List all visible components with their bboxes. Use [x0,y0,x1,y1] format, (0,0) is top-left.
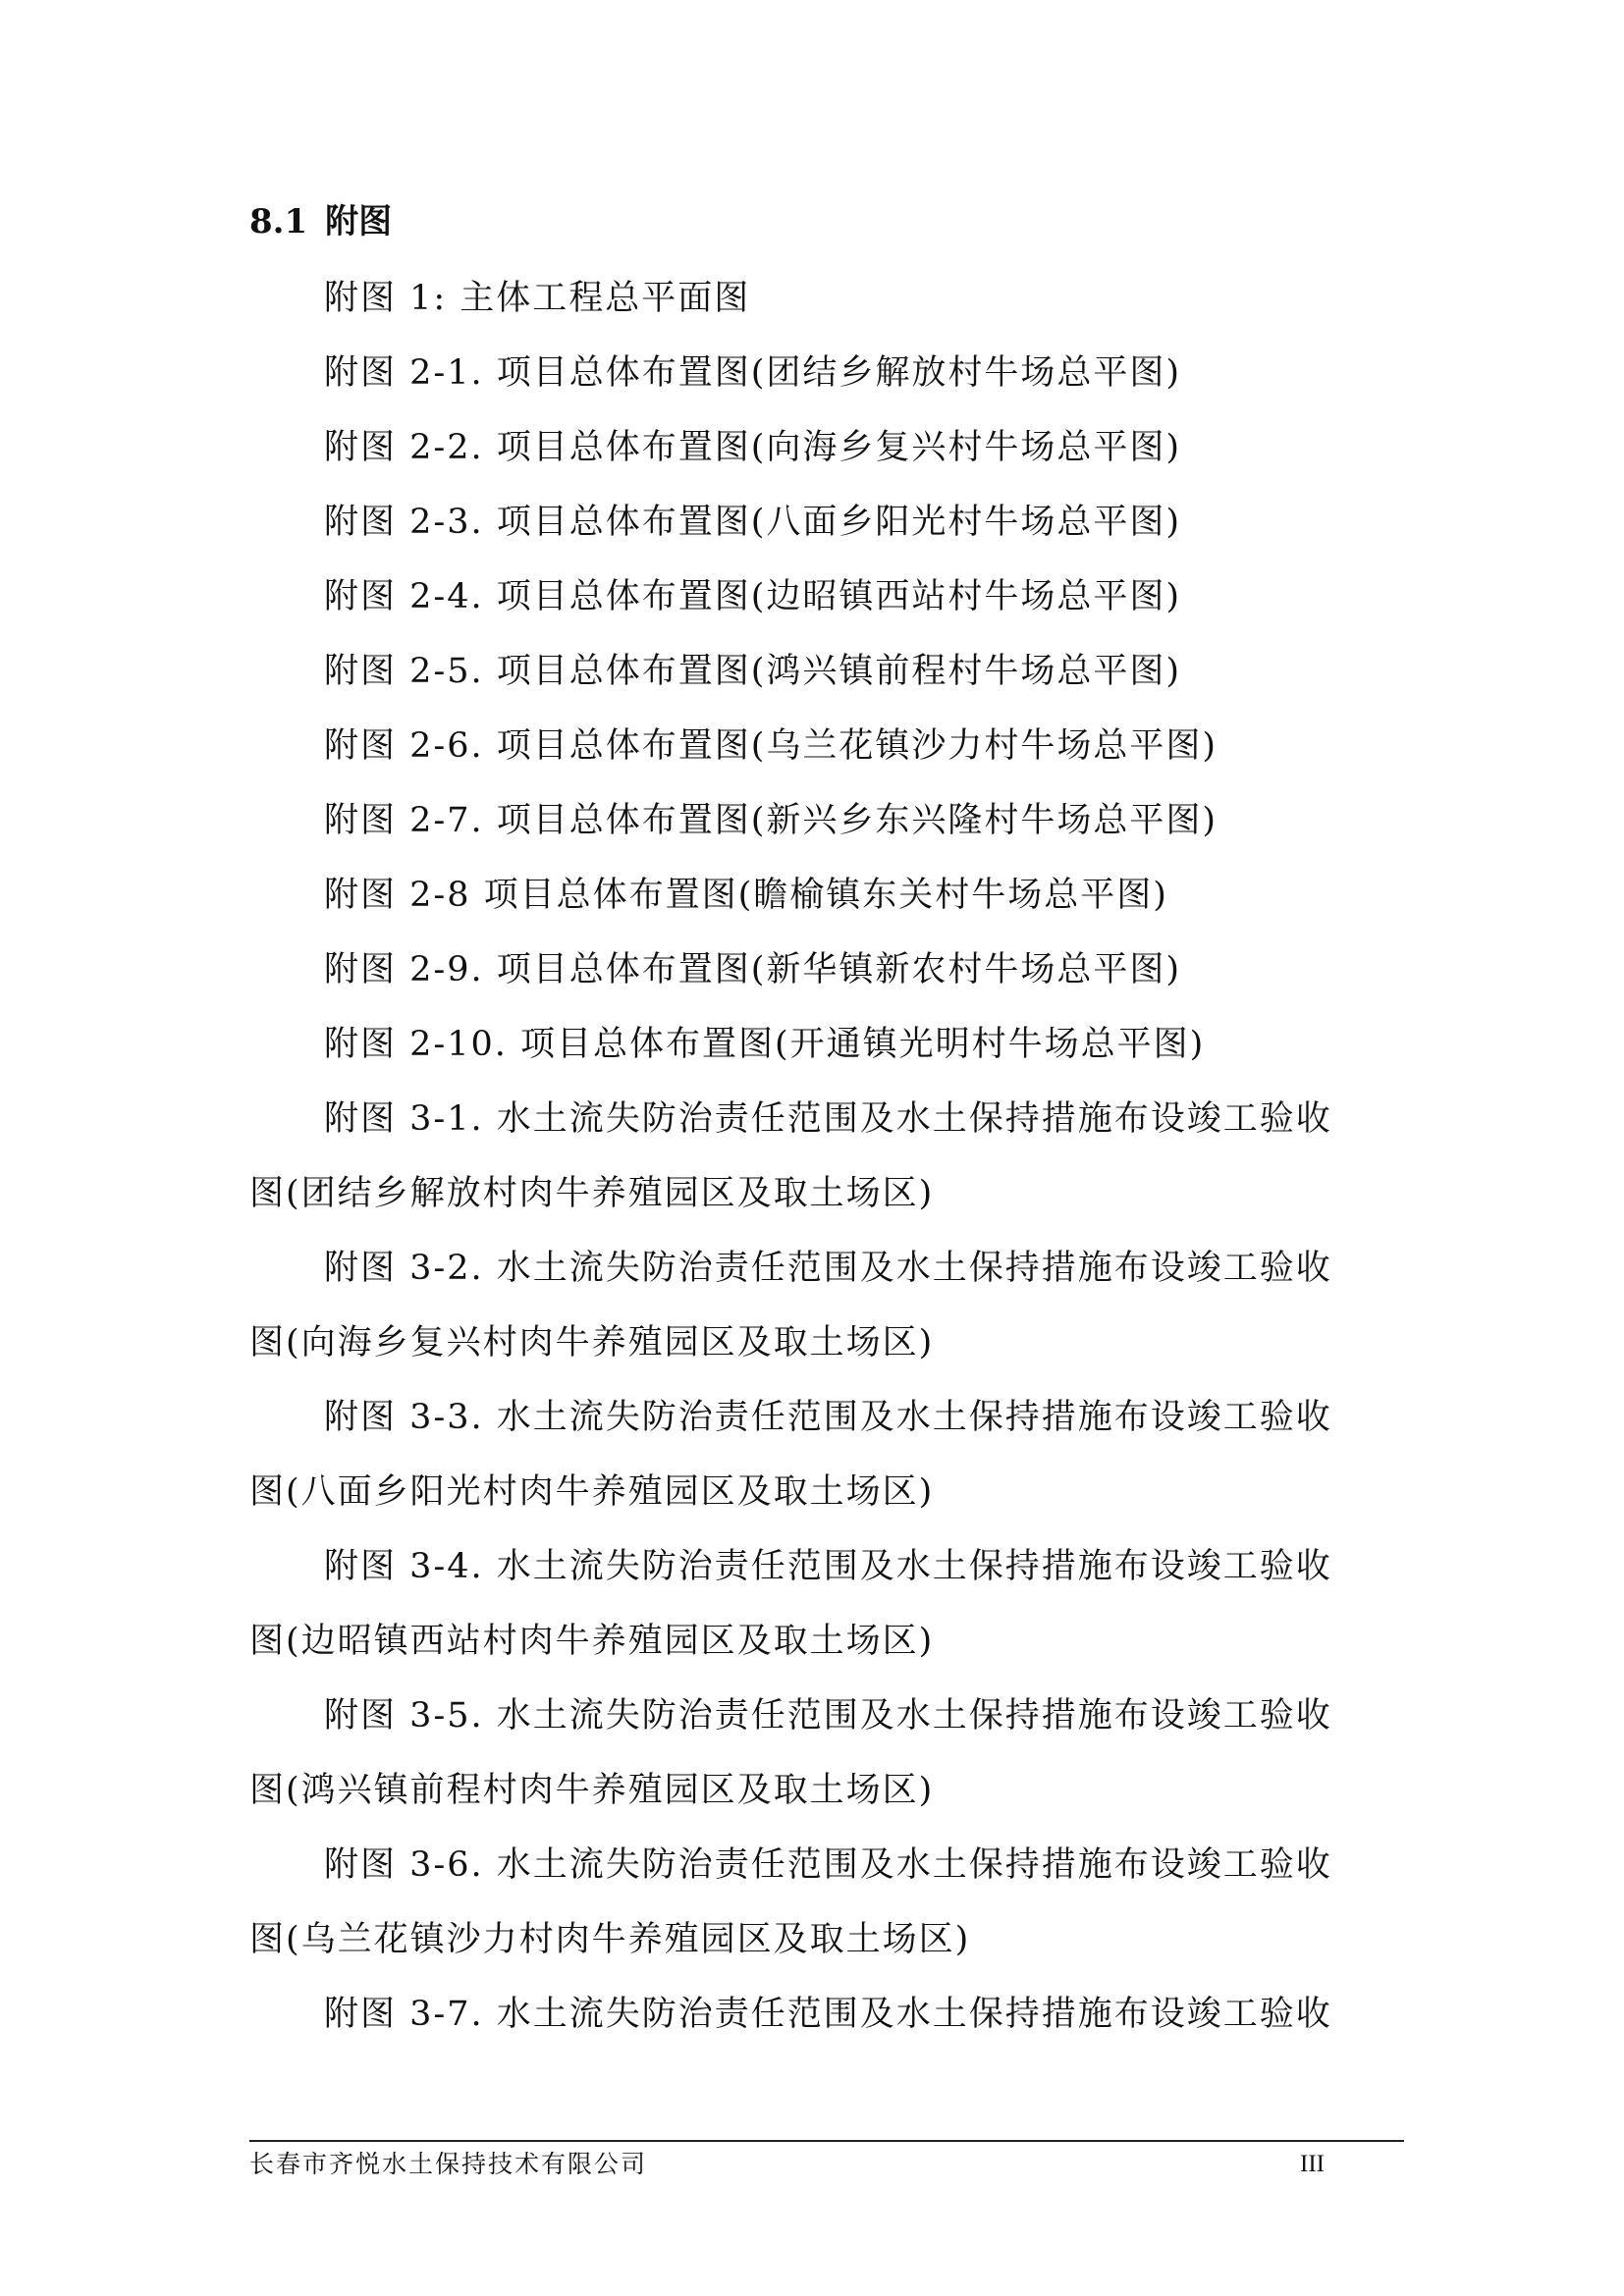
appendix-figure-3-6-cont: 图(乌兰花镇沙力村肉牛养殖园区及取土场区) [249,1920,971,1959]
appendix-figure-3-6: 附图 3-6. 水土流失防治责任范围及水土保持措施布设竣工验收 [324,1845,1332,1885]
appendix-figure-2-10: 附图 2-10. 项目总体布置图(开通镇光明村牛场总平图) [324,1025,1206,1064]
appendix-figure-3-2: 附图 3-2. 水土流失防治责任范围及水土保持措施布设竣工验收 [324,1249,1332,1288]
appendix-figure-3-5: 附图 3-5. 水土流失防治责任范围及水土保持措施布设竣工验收 [324,1696,1332,1735]
appendix-figure-3-1: 附图 3-1. 水土流失防治责任范围及水土保持措施布设竣工验收 [324,1099,1332,1139]
appendix-figure-2-6: 附图 2-6. 项目总体布置图(乌兰花镇沙力村牛场总平图) [324,726,1218,766]
appendix-figure-2-3: 附图 2-3. 项目总体布置图(八面乡阳光村牛场总平图) [324,503,1182,542]
page-number: III [1300,2151,1325,2177]
appendix-figure-3-4-cont: 图(边昭镇西站村肉牛养殖园区及取土场区) [249,1622,935,1661]
appendix-figure-2-9: 附图 2-9. 项目总体布置图(新华镇新农村牛场总平图) [324,950,1182,989]
appendix-figure-3-3-cont: 图(八面乡阳光村肉牛养殖园区及取土场区) [249,1472,935,1512]
appendix-figure-2-4: 附图 2-4. 项目总体布置图(边昭镇西站村牛场总平图) [324,577,1182,616]
appendix-figure-1: 附图 1: 主体工程总平面图 [324,279,751,318]
appendix-figure-3-1-cont: 图(团结乡解放村肉牛养殖园区及取土场区) [249,1174,935,1213]
appendix-figure-3-2-cont: 图(向海乡复兴村肉牛养殖园区及取土场区) [249,1323,935,1362]
appendix-figure-2-1: 附图 2-1. 项目总体布置图(团结乡解放村牛场总平图) [324,353,1182,393]
section-heading [249,198,392,245]
section-number: 8.1 [249,202,308,241]
appendix-figure-2-2: 附图 2-2. 项目总体布置图(向海乡复兴村牛场总平图) [324,428,1182,467]
section-title: 附图 [325,202,393,241]
appendix-figure-2-8: 附图 2-8 项目总体布置图(瞻榆镇东关村牛场总平图) [324,876,1168,915]
appendix-figure-2-5: 附图 2-5. 项目总体布置图(鸿兴镇前程村牛场总平图) [324,652,1182,691]
appendix-figure-3-3: 附图 3-3. 水土流失防治责任范围及水土保持措施布设竣工验收 [324,1398,1332,1437]
appendix-figure-2-7: 附图 2-7. 项目总体布置图(新兴乡东兴隆村牛场总平图) [324,801,1218,840]
footer-company: 长春市齐悦水土保持技术有限公司 [249,2150,648,2178]
footer-divider [249,2140,1404,2142]
appendix-figure-3-5-cont: 图(鸿兴镇前程村肉牛养殖园区及取土场区) [249,1771,935,1810]
appendix-figure-3-4: 附图 3-4. 水土流失防治责任范围及水土保持措施布设竣工验收 [324,1547,1332,1586]
appendix-figure-3-7: 附图 3-7. 水土流失防治责任范围及水土保持措施布设竣工验收 [324,1995,1332,2034]
